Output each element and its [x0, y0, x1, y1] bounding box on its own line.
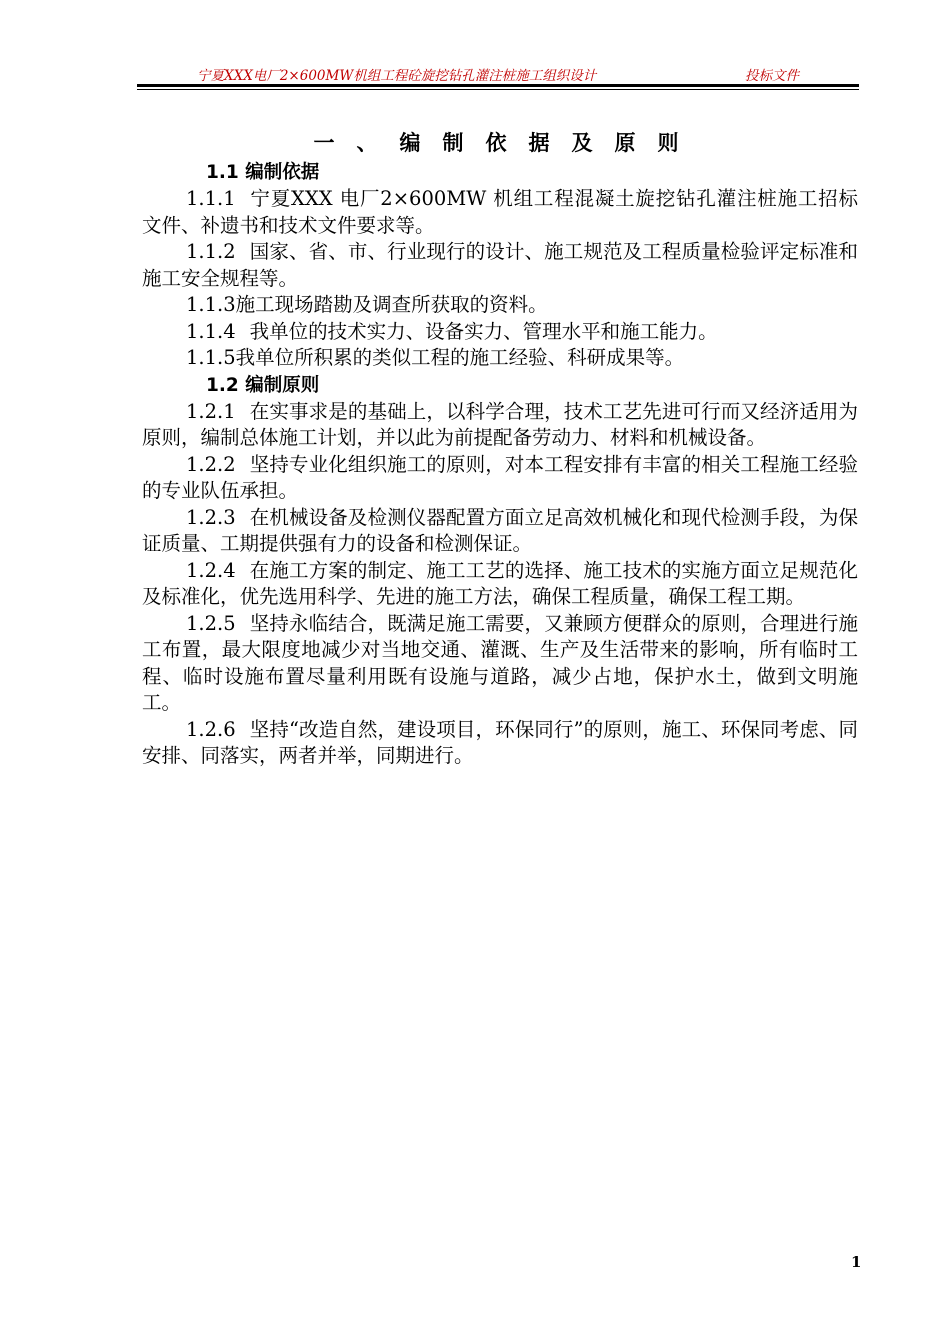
- paragraph-text: 我单位的技术实力、设备实力、管理水平和施工能力。: [249, 319, 718, 343]
- paragraph-number: 1.1.2: [186, 240, 236, 263]
- paragraph: [142, 292, 858, 319]
- paragraph: [142, 399, 858, 452]
- paragraph-text: 坚持专业化组织施工的原则，对本工程安排有丰富的相关工程施工经验的专业队伍承担。: [142, 452, 858, 502]
- paragraph-text: 国家、省、市、行业现行的设计、施工规范及工程质量检验评定标准和施工安全规程等。: [142, 240, 858, 290]
- paragraph: [142, 611, 858, 717]
- paragraph-number: 1.1.4: [186, 319, 236, 343]
- section-title: 1.1 编制依据: [206, 162, 320, 183]
- paragraph-text: 坚持“改造自然，建设项目，环保同行”的原则，施工、环保同考虑、同安排、同落实，两者并举，同期进行。: [142, 717, 858, 767]
- paragraph-number: 1.2.2: [186, 452, 236, 476]
- paragraph-number: 1.2.6: [186, 717, 236, 741]
- paragraph-text: 在机械设备及检测仪器配置方面立足高效机械化和现代检测手段，为保证质量、工期提供强有力的设备和检测保证。: [142, 505, 858, 555]
- paragraph: [142, 558, 858, 611]
- paragraph: [142, 505, 858, 558]
- paragraph-number: 1.1.3: [186, 293, 236, 316]
- paragraph: [142, 717, 858, 770]
- document-body: [142, 127, 858, 770]
- paragraph-number: 1.2.5: [186, 611, 236, 635]
- paragraph-text: 在实事求是的基础上，以科学合理，技术工艺先进可行而又经济适用为原则，编制总体施工计划，并以此为前提配备劳动力、材料和机械设备。: [142, 399, 858, 449]
- paragraph-text: 坚持永临结合，既满足施工需要，又兼顾方便群众的原则，合理进行施工布置，最大限度地减少对当地交通、灌溉、生产及生活带来的影响，所有临时工程、临时设施布置尽量利用既有设施与道路，减少占地，保护水土，做到文明施工。: [142, 611, 858, 714]
- page-header: [137, 62, 859, 86]
- header-rule-thin: [137, 89, 859, 90]
- paragraph-number: 1.2.3: [186, 505, 236, 529]
- header-tag: 投标文件: [745, 68, 799, 84]
- paragraph-number: 1.2.1: [186, 399, 236, 423]
- page-number: 1: [851, 1253, 862, 1271]
- paragraph: [142, 452, 858, 505]
- header-title: 宁夏XXX电厂2×600MW机组工程砼旋挖钻孔灌注桩施工组织设计: [197, 68, 597, 84]
- paragraph-number: 1.1.1: [186, 187, 236, 210]
- paragraph-text: 宁夏XXX 电厂2×600MW 机组工程混凝土旋挖钻孔灌注桩施工招标文件、补遗书和技术文件要求等。: [142, 187, 858, 237]
- paragraph: [142, 345, 858, 372]
- paragraph-text: 在施工方案的制定、施工工艺的选择、施工技术的实施方面立足规范化及标准化，优先选用科学、先进的施工方法，确保工程质量，确保工程工期。: [142, 558, 858, 608]
- paragraph: [142, 186, 858, 239]
- paragraph-number: 1.1.5: [186, 346, 236, 369]
- paragraph-text: 施工现场踏勘及调查所获取的资料。: [235, 293, 548, 316]
- paragraph-text: 我单位所积累的类似工程的施工经验、科研成果等。: [235, 346, 685, 369]
- paragraph-number: 1.2.4: [186, 558, 236, 582]
- header-rule-thick: [137, 84, 859, 87]
- section-title: 1.2 编制原则: [206, 374, 320, 396]
- chapter-title: 一、编制依据及原则: [313, 131, 701, 155]
- paragraph: [142, 239, 858, 292]
- paragraph: [142, 319, 858, 346]
